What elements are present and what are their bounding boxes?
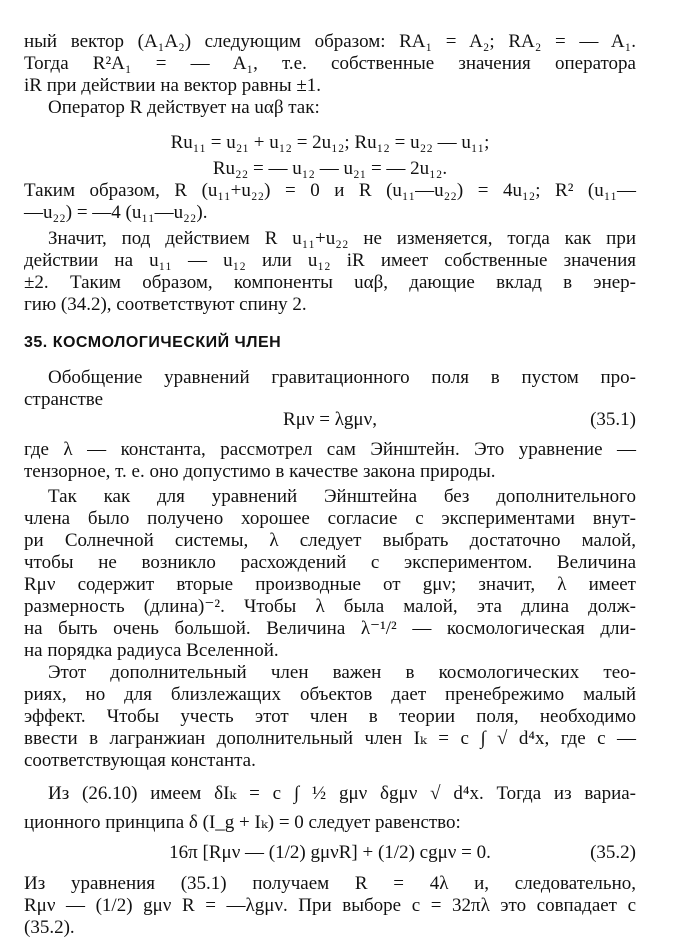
equation-35-1 [24, 408, 636, 432]
text-line: ный вектор (A₁A₂) следующим образом: RA₁ = A₂; RA₂ = — A₁. [24, 31, 636, 52]
text-line: где λ — константа, рассмотрел сам Эйнштейн. Это уравнение — [24, 439, 636, 460]
equation-line: Ru₂₂ = — u₁₂ — u₂₁ = — 2u₁₂. [212, 158, 448, 179]
text-line: Rμν — (1/2) gμν R = —λgμν. При выборе c = 32πλ это совпадает с [24, 895, 636, 916]
equation-formula: 16π [Rμν — (1/2) gμνR] + (1/2) cgμν = 0. [169, 842, 491, 863]
text-line: странстве [24, 389, 104, 410]
text-line: ри Солнечной системы, λ следует выбрать достаточно малой, [24, 530, 636, 551]
text-line: Оператор R действует на uαβ так: [48, 97, 320, 118]
text-line: эффект. Чтобы учесть этот член в теории поля, необходимо [24, 706, 636, 727]
text-line: тензорное, т. е. оно допустимо в качестве закона природы. [24, 461, 496, 482]
text-line: члена было получено хорошее согласие с экспериментами внут- [24, 508, 636, 529]
text-line: гию (34.2), соответствуют спину 2. [24, 294, 307, 315]
text-line: ввести в лагранжиан дополнительный член Iₖ = c ∫ √ d⁴x, где c — [24, 728, 636, 749]
text-line: соответствующая константа. [24, 750, 256, 771]
text-line: Rμν содержит вторые производные от gμν; значит, λ имеет [24, 574, 636, 595]
text-line: (35.2). [24, 917, 75, 938]
section-heading: 35. КОСМОЛОГИЧЕСКИЙ ЧЛЕН [24, 334, 282, 351]
equation-number: (35.1) [590, 409, 636, 430]
text-line: Тогда R²A₁ = — A₁, т.е. собственные значения оператора [24, 53, 636, 74]
text-line: Таким образом, R (u₁₁+u₂₂) = 0 и R (u₁₁—u₂₂) = 4u₁₂; R² (u₁₁— [24, 180, 636, 201]
text-line: ±2. Таким образом, компоненты uαβ, дающие вклад в энер- [24, 272, 636, 293]
text-line: iR при действии на вектор равны ±1. [24, 75, 322, 96]
equation-35-2 [24, 841, 636, 865]
text-line: Этот дополнительный член важен в космологических тео- [48, 662, 636, 683]
text-line: Значит, под действием R u₁₁+u₂₂ не изменяется, тогда как при [48, 228, 636, 249]
text-line: риях, но для близлежащих объектов дает пренебрежимо малый [24, 684, 636, 705]
text-line: на быть очень большой. Величина λ⁻¹/² — космологическая дли- [24, 618, 636, 639]
text-line: Так как для уравнений Эйнштейна без дополнительного [48, 486, 636, 507]
equation-formula: Rμν = λgμν, [283, 409, 377, 430]
text-line: ционного принципа δ (I_g + Iₖ) = 0 следует равенство: [24, 812, 461, 833]
text-line: Из уравнения (35.1) получаем R = 4λ и, следовательно, [24, 873, 636, 894]
equation-number: (35.2) [590, 842, 636, 863]
text-line: размерность (длина)⁻². Чтобы λ была малой, эта длина долж- [24, 596, 636, 617]
text-line: Из (26.10) имеем δIₖ = c ∫ ½ gμν δgμν √ d⁴x. Тогда из вариа- [48, 783, 636, 804]
text-line: действии на u₁₁ — u₁₂ или u₁₂ iR имеет собственные значения [24, 250, 636, 271]
text-line: на порядка радиуса Вселенной. [24, 640, 279, 661]
text-line: чтобы не возникло расхождений с экспериментом. Величина [24, 552, 636, 573]
equation-line: Ru₁₁ = u₂₁ + u₁₂ = 2u₁₂; Ru₁₂ = u₂₂ — u₁₁; [170, 132, 490, 153]
text-line: Обобщение уравнений гравитационного поля в пустом про- [48, 367, 636, 388]
text-line: —u₂₂) = —4 (u₁₁—u₂₂). [24, 202, 208, 223]
